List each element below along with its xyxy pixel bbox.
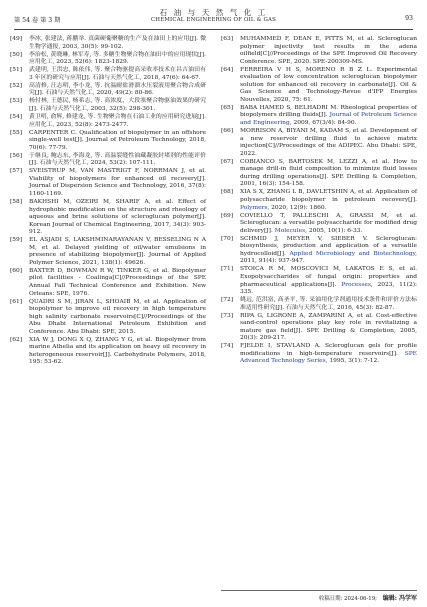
reference-number: [66] bbox=[221, 128, 234, 135]
reference-number: [58] bbox=[10, 198, 23, 205]
reference-body: BAXTER D, BOWMAN R W, TINKER G, et al. Biopolymer pilot facilities - Coalinga[C]//Proceedings of the SPE Annual Fall Technical Conference and Exhibition. New Orleans: SPE, 1976. bbox=[29, 267, 206, 297]
reference-text bbox=[29, 337, 206, 367]
reference-body: SCHMID J, MEYER V, SIEBER V. Scleroglucan: biosynthesis, production and application of a versatile hydrocolloid[J]. bbox=[240, 235, 417, 257]
journal-link[interactable]: Molecules bbox=[274, 227, 306, 234]
reference-column-right bbox=[221, 36, 417, 367]
reference-tail: , 2020, 12(9): 1860. bbox=[267, 204, 327, 211]
reference-item bbox=[10, 299, 206, 337]
reference-number: [50] bbox=[10, 51, 23, 58]
reference-item bbox=[10, 268, 206, 298]
reference-item bbox=[10, 237, 206, 267]
reference-number: [57] bbox=[10, 168, 23, 175]
volume-issue: 第 54 卷 第 3 期 bbox=[14, 17, 61, 24]
reference-number: [59] bbox=[10, 237, 23, 244]
reference-number: [67] bbox=[221, 158, 234, 165]
reference-number: [72] bbox=[221, 297, 234, 304]
received-date: 收稿日期: 2024-06-19; bbox=[318, 596, 377, 602]
reference-body: FJELDE I, STAVLAND A. Scleroglucan gels for profile modifications in high-temperature reservoirs[J]. bbox=[240, 343, 417, 357]
reference-body: MORRISON A, BIYANI M, KADAM S, et al. Development of a new reservoir drilling fluid to achieve matrix injection[C]//Proceedings of the ADIPEC. Abu Dhabi: SPE, 2022. bbox=[240, 128, 417, 157]
page-number: 93 bbox=[405, 15, 413, 22]
reference-number: [52] bbox=[10, 82, 23, 89]
reference-item bbox=[221, 189, 417, 212]
reference-text bbox=[29, 268, 206, 298]
reference-item bbox=[10, 130, 206, 153]
reference-number: [56] bbox=[10, 152, 23, 159]
reference-tail: , 2009, 67(3/4): 84-90. bbox=[289, 120, 357, 127]
reference-body: 高清修, 汪志明, 李小龙, 等. 抗温耐盐滑溜水压裂液用聚合物合成研究[J]. 石油与天然气化工, 2020, 49(2): 80-86. bbox=[29, 82, 206, 97]
reference-body: 于继良, 鲍志东, 李海龙, 等. 高温裂缝性油藏凝胶封堵剂的性能评价[J]. 石油与天然气化工, 2024, 53(2): 107-111. bbox=[29, 152, 206, 167]
reference-body: COBIANCO S, BARTOSEK M, LEZZI A, et al. How to manage drill-in fluid composition to minimize fluid losses during drilling operations[J]. SPE Drilling & Completion, 2001, 16(3): 154-158. bbox=[240, 158, 417, 188]
reference-number: [73] bbox=[221, 312, 234, 319]
reference-item bbox=[10, 52, 206, 67]
reference-item bbox=[221, 159, 417, 189]
reference-text bbox=[240, 313, 417, 343]
journal-link[interactable]: Processes bbox=[341, 281, 371, 288]
reference-number: [71] bbox=[221, 266, 234, 273]
reference-text bbox=[29, 153, 206, 168]
reference-item bbox=[221, 105, 417, 128]
reference-body: 李冰, 张建法, 蒋鹏举. 真菌硬葡聚糖的生产及在油田上的应用[J]. 微生物学通报, 2003, 30(5): 99-102. bbox=[29, 36, 206, 50]
journal-title-en: CHEMICAL ENGINEERING OF OIL & GAS bbox=[150, 17, 277, 23]
journal-link[interactable]: Polymers bbox=[240, 204, 268, 211]
reference-body: SVEISTRUP M, VAN MASTRIGT F, NORRMAN J, et al. Viability of biopolymers for enhanced oil recovery[J]. Journal of Dispersion Science and Technology, 2016, 37(8): 1160-1169. bbox=[29, 168, 206, 197]
footer-divider bbox=[221, 590, 417, 591]
reference-item bbox=[221, 236, 417, 266]
reference-item bbox=[10, 67, 206, 82]
reference-item bbox=[221, 266, 417, 296]
reference-body: QUADRI S M, JIRAN L, SHOAIB M, et al. Application of biopolymer to improve oil recovery in high temperature high salinity carbonate reservoirs[C]//Proceedings of the Abu Dhabi International Petroleum Exhibition and Conference. Abu Dhabi: SPE, 2015. bbox=[29, 298, 206, 335]
header-divider bbox=[14, 29, 413, 30]
reference-text bbox=[29, 114, 206, 129]
reference-text bbox=[29, 199, 206, 237]
journal-link[interactable]: Journal of Petroleum Science and Engineering bbox=[240, 112, 417, 127]
reference-item bbox=[221, 313, 417, 343]
editor-credit: 编辑: 冯学军 bbox=[382, 595, 417, 602]
reference-text bbox=[29, 67, 206, 82]
reference-text bbox=[29, 36, 206, 51]
reference-body: MUHAMMED F, DEAN E, PITTS M, et al. Scleroglucan polymer injectivity test results in the adena oilfield[C]//Proceedings of the SPE Improved Oil Recovery Conference. SPE, 2020. SPE-200309-MS. bbox=[240, 36, 417, 65]
reference-number: [69] bbox=[221, 212, 234, 219]
reference-text bbox=[240, 105, 417, 128]
reference-item bbox=[221, 36, 417, 66]
reference-item bbox=[10, 83, 206, 98]
reference-item bbox=[221, 297, 417, 312]
reference-body: CARPENTER C. Qualification of biopolymer in an offshore single-well test[J]. Journal of Petroleum Technology, 2018, 70(6): 77-79. bbox=[29, 129, 206, 151]
reference-item bbox=[10, 36, 206, 51]
reference-body: FERREIRA V H S, MORENO R B Z L. Experimental evaluation of low concentration scleroglucan biopolymer solution for enhanced oil recovery in carbonate[J]. Oil & Gas Science and Technology-Revue d'IFP Energies Nouvelles, 2020, 75: 61. bbox=[240, 66, 417, 103]
reference-text bbox=[240, 128, 417, 158]
reference-item bbox=[10, 114, 206, 129]
reference-item bbox=[10, 337, 206, 367]
reference-body: BABA HAMED S, BELHADRI M. Rheological properties of biopolymers drilling fluids[J]. bbox=[240, 104, 417, 119]
journal-link[interactable]: SPE Advanced Technology Series bbox=[240, 350, 417, 365]
reference-tail: , 2011, 91(4): 937-947. bbox=[240, 250, 417, 265]
reference-item bbox=[221, 343, 417, 366]
reference-number: [54] bbox=[10, 113, 23, 120]
reference-text bbox=[240, 343, 417, 366]
reference-item bbox=[221, 67, 417, 105]
reference-item bbox=[10, 199, 206, 237]
footer bbox=[221, 593, 417, 602]
reference-body: EL ASJADI S, LAKSHMINARAYANAN V, BESSELING N A M, et al. Delayed yielding of oil/water emulsions in presence of stabilizing biopolymer[J]. Journal of Applied Polymer Science, 2021, 138(1): 49626. bbox=[29, 237, 206, 266]
reference-body: 黄卫明, 俞辉, 修建龙, 等. 生物聚合物在石油工业的应用研究进展[J]. 应用化工, 2023, 52(8): 2473-2477. bbox=[29, 113, 206, 128]
reference-item bbox=[221, 128, 417, 158]
reference-tail: , 2023, 11(2): 335. bbox=[240, 281, 418, 296]
reference-text bbox=[240, 159, 417, 189]
reference-item bbox=[10, 168, 206, 198]
reference-body: RIPA G, LIGRONE A, ZAMPARINI A, et al. Cost-effective sand-control operations play key role in revitalizing a mature gas field[J]. SPE Drilling & Completion, 2005, 20(3): 209-217. bbox=[240, 312, 417, 342]
reference-text bbox=[240, 67, 417, 105]
reference-body: STOICA R M, MOSCOVICI M, LAKATOS E S, et al. Exopolysaccharides of fungal origin: properties and pharmaceutical applications[J]. bbox=[240, 266, 417, 288]
reference-item bbox=[10, 153, 206, 168]
reference-text bbox=[29, 299, 206, 337]
reference-number: [62] bbox=[10, 336, 23, 343]
reference-number: [68] bbox=[221, 189, 234, 196]
reference-text bbox=[29, 130, 206, 153]
reference-text bbox=[240, 297, 417, 312]
reference-number: [60] bbox=[10, 267, 23, 274]
reference-number: [65] bbox=[221, 104, 234, 111]
reference-text bbox=[240, 189, 417, 212]
reference-item bbox=[221, 213, 417, 236]
reference-body: XIA S X, ZHANG L B, DAVLETSHIN A, et al. Application of polysaccharide biopolymer in petroleum recovery[J]. bbox=[240, 189, 417, 203]
reference-body: 姚远, 范洪富, 高圣平, 等. 采油用化学剂通用技术条件和评价方法标准适用性研究[J]. 石油与天然气化工, 2016, 45(3): 82-87. bbox=[240, 297, 417, 311]
reference-text bbox=[240, 213, 417, 236]
reference-body: BAKHSHI M, OZEIRI M, SHARIF A, et al. Effect of hydrophobic modification on the structure and rheology of aqueous and brine solutions of scleroglucan polymer[J]. Korean Journal of Chemical Engineering, 2017, 34(3): 903-912. bbox=[29, 198, 206, 236]
reference-text bbox=[240, 236, 417, 266]
reference-number: [70] bbox=[221, 235, 234, 242]
reference-body: 杨付林, 王德民, 杨希志, 等. 高浓度、大段塞聚合物驱油效果的研究[J]. 石油与天然气化工, 2003, 32(5): 298-301. bbox=[29, 98, 206, 112]
journal-link[interactable]: Applied Microbiology and Biotechnology bbox=[289, 250, 416, 257]
reference-number: [55] bbox=[10, 129, 23, 136]
reference-tail: , 1995, 3(1): 7-12. bbox=[325, 358, 380, 365]
running-header bbox=[14, 6, 413, 28]
reference-text bbox=[29, 83, 206, 98]
reference-text bbox=[29, 98, 206, 113]
reference-number: [49] bbox=[10, 36, 23, 42]
reference-tail: , 2005, 10(1): 6-33. bbox=[305, 227, 363, 234]
reference-number: [74] bbox=[221, 343, 234, 350]
reference-body: XIA W J, DONG X Q, ZHANG Y G, et al. Biopolymer from marine Athelia and its application on heavy oil recovery in heterogeneous reservoir[J]. Carbohydrate Polymers, 2018, 195: 53-62. bbox=[29, 336, 206, 366]
reference-text bbox=[29, 237, 206, 267]
reference-number: [64] bbox=[221, 66, 234, 73]
reference-number: [53] bbox=[10, 98, 23, 105]
reference-text bbox=[240, 36, 417, 66]
reference-number: [51] bbox=[10, 67, 23, 74]
reference-text bbox=[29, 168, 206, 198]
journal-title-cn: 石 油 与 天 然 气 化 工 bbox=[159, 8, 268, 17]
reference-body: COVIELLO T, PALLESCHI A, GRASSI M, et al. Scleroglucan: a versatile polysaccharide for modified drug delivery[J]. bbox=[240, 212, 417, 234]
reference-text bbox=[29, 52, 206, 67]
reference-item bbox=[10, 98, 206, 113]
reference-body: 李治松, 黄晓琳, 林军寿, 等. 多糖生物聚合物在油田中的应用现状[J]. 应用化工, 2023, 52(6): 1823-1829. bbox=[29, 51, 206, 66]
reference-number: [61] bbox=[10, 298, 23, 305]
reference-text bbox=[240, 266, 417, 296]
reference-body: 武建明, 王洪忠, 陈依伟, 等. 聚合物驱提高采收率技术在昌吉油田有 3 年区的研究与应用[J]. 石油与天然气化工, 2018, 47(6): 64-67. bbox=[29, 67, 206, 81]
reference-number: [63] bbox=[221, 36, 234, 42]
reference-column-left bbox=[10, 36, 206, 368]
